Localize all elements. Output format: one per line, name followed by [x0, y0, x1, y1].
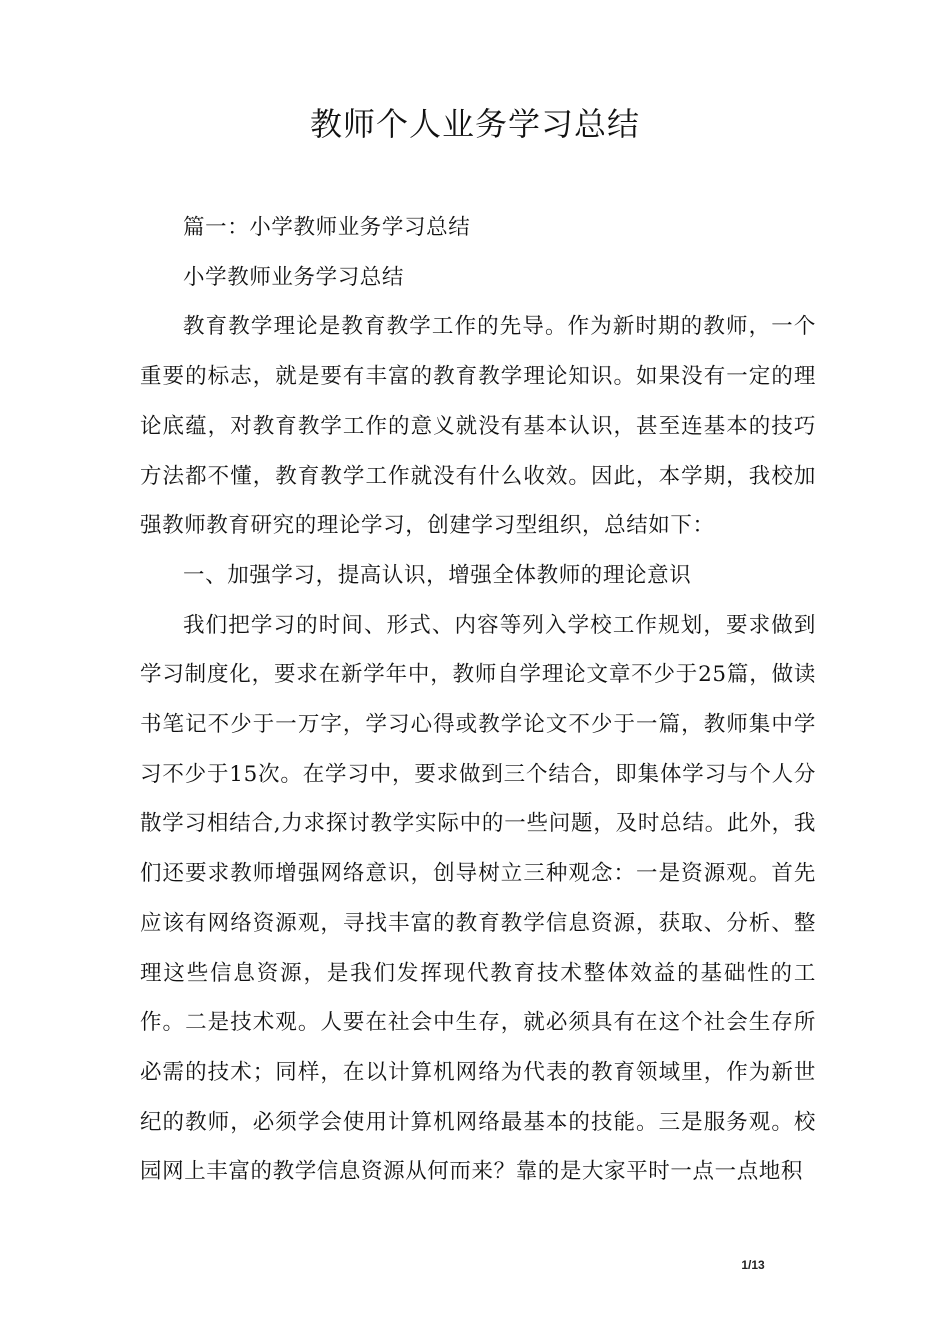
section-heading-one: 一、加强学习，提高认识，增强全体教师的理论意识 [183, 562, 692, 588]
paragraph-intro: 教育教学理论是教育教学工作的先导。作为新时期的教师，一个重要的标志，就是要有丰富的教育教学理论知识。如果没有一定的理论底蕴，对教育教学工作的意义就没有基本认识，甚至连基本的技巧方法都不懂，教育教学工作就没有什么收效。因此，本学期，我校加强教师教育研究的理论学习，创建学习型组织，总结如下： [140, 314, 816, 539]
document-body [140, 203, 816, 1197]
page-number: 1/13 [741, 1258, 765, 1272]
document-title: 教师个人业务学习总结 [309, 105, 640, 143]
subtitle: 小学教师业务学习总结 [183, 264, 405, 290]
section-heading-part-one: 篇一：小学教师业务学习总结 [183, 215, 471, 240]
paragraph-study-plan: 我们把学习的时间、形式、内容等列入学校工作规划，要求做到学习制度化，要求在新学年中，教师自学理论文章不少于25篇，做读书笔记不少于一万字，学习心得或教学论文不少于一篇，教师集中学习不少于15次。在学习中，要求做到三个结合，即集体学习与个人分散学习相结合,力求探讨教学实际中的一些问题，及时总结。此外，我们还要求教师增强网络意识，创导树立三种观念：一是资源观。首先应该有网络资源观，寻找丰富的教育教学信息资源，获取、分析、整理这些信息资源，是我们发挥现代教育技术整体效益的基础性的工作。二是技术观。人要在社会中生存，就必须具有在这个社会生存所必需的技术；同样，在以计算机网络为代表的教育领域里，作为新世纪的教师，必须学会使用计算机网络最基本的技能。三是服务观。校园网上丰富的教学信息资源从何而来？靠的是大家平时一点一点地积 [140, 612, 816, 1185]
